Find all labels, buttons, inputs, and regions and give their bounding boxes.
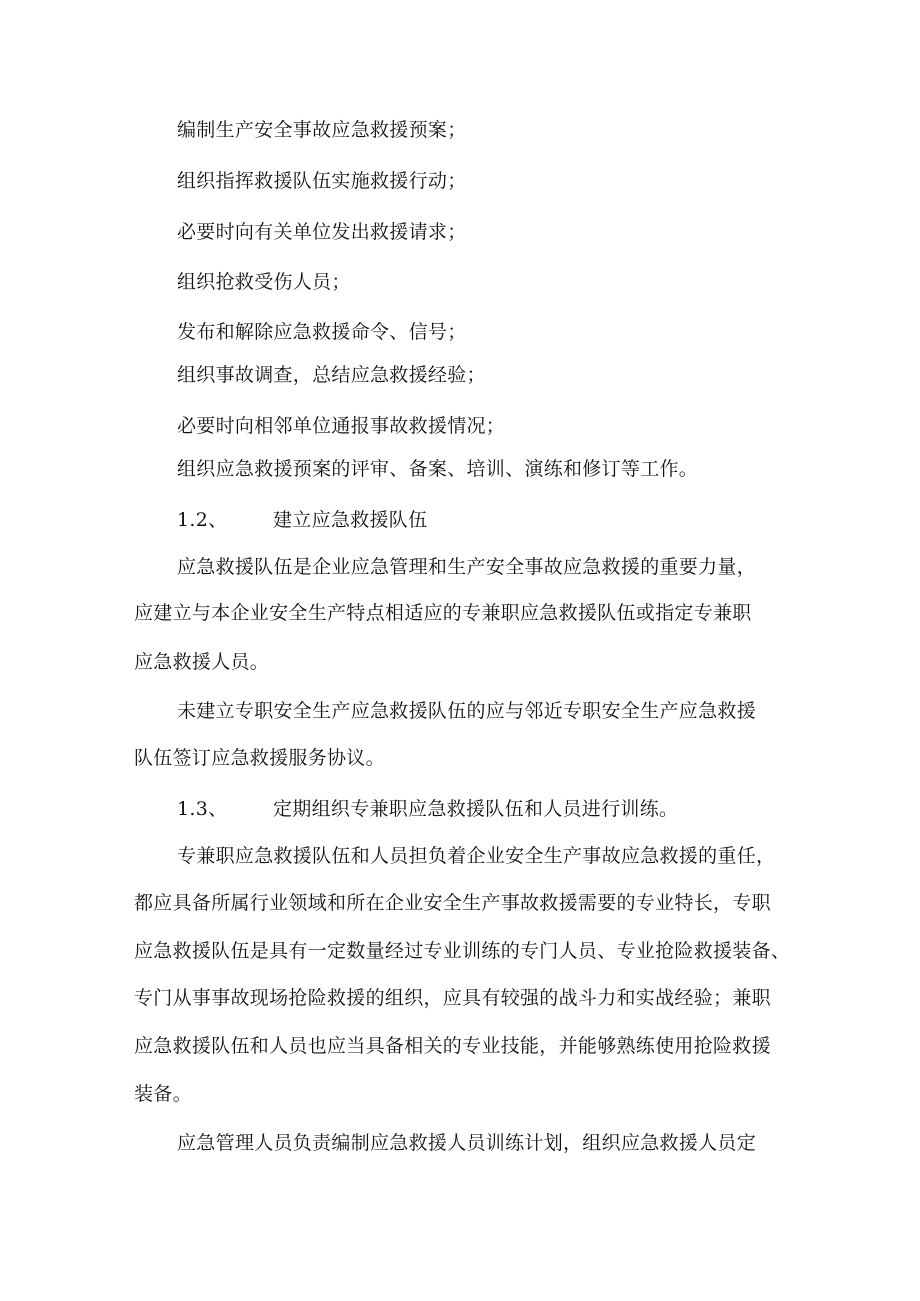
paragraph-line: 装备。 [134,1083,192,1105]
list-item: 组织事故调查，总结应急救援经验； [177,364,486,386]
list-item: 必要时向有关单位发出救援请求； [177,221,467,243]
paragraph-line: 未建立专职安全生产应急救援队伍的应与邻近专职安全生产应急救援 [177,700,757,722]
section-number: 1.3、 [177,798,228,820]
paragraph-line: 应急救援人员。 [134,651,270,673]
list-item: 必要时向相邻单位通报事故救援情况； [177,415,506,437]
paragraph-line: 都应具备所属行业领域和所在企业安全生产事故救援需要的专业特长，专职 [134,892,771,914]
section-heading [177,507,427,533]
paragraph-line: 应急救援队伍是企业应急管理和生产安全事故应急救援的重要力量， [177,556,757,578]
paragraph-line: 应急管理人员负责编制应急救援人员训练计划，组织应急救援人员定 [177,1132,757,1154]
paragraph-line: 专门从事事故现场抢险救援的组织，应具有较强的战斗力和实战经验；兼职 [134,987,771,1009]
section-heading [177,796,678,822]
list-item: 组织指挥救援队伍实施救援行动； [177,170,467,192]
section-number: 1.2、 [177,509,228,531]
list-item: 编制生产安全事故应急救援预案； [177,119,467,141]
list-item: 组织应急救援预案的评审、备案、培训、演练和修订等工作。 [177,458,699,480]
paragraph-line: 专兼职应急救援队伍和人员担负着企业安全生产事故应急救援的重任， [177,845,776,867]
list-item: 组织抢救受伤人员； [177,271,351,293]
section-title: 建立应急救援队伍 [273,509,428,531]
paragraph-line: 应急救援队伍和人员也应当具备相关的专业技能，并能够熟练使用抢险救援 [134,1035,771,1057]
list-item: 发布和解除应急救援命令、信号； [177,321,467,343]
section-title: 定期组织专兼职应急救援队伍和人员进行训练。 [273,798,679,820]
paragraph-line: 应急救援队伍是具有一定数量经过专业训练的专门人员、专业抢险救援装备、 [134,940,791,962]
paragraph-line: 队伍签订应急救援服务协议。 [134,747,385,769]
paragraph-line: 应建立与本企业安全生产特点相适应的专兼职应急救援队伍或指定专兼职 [134,602,752,624]
